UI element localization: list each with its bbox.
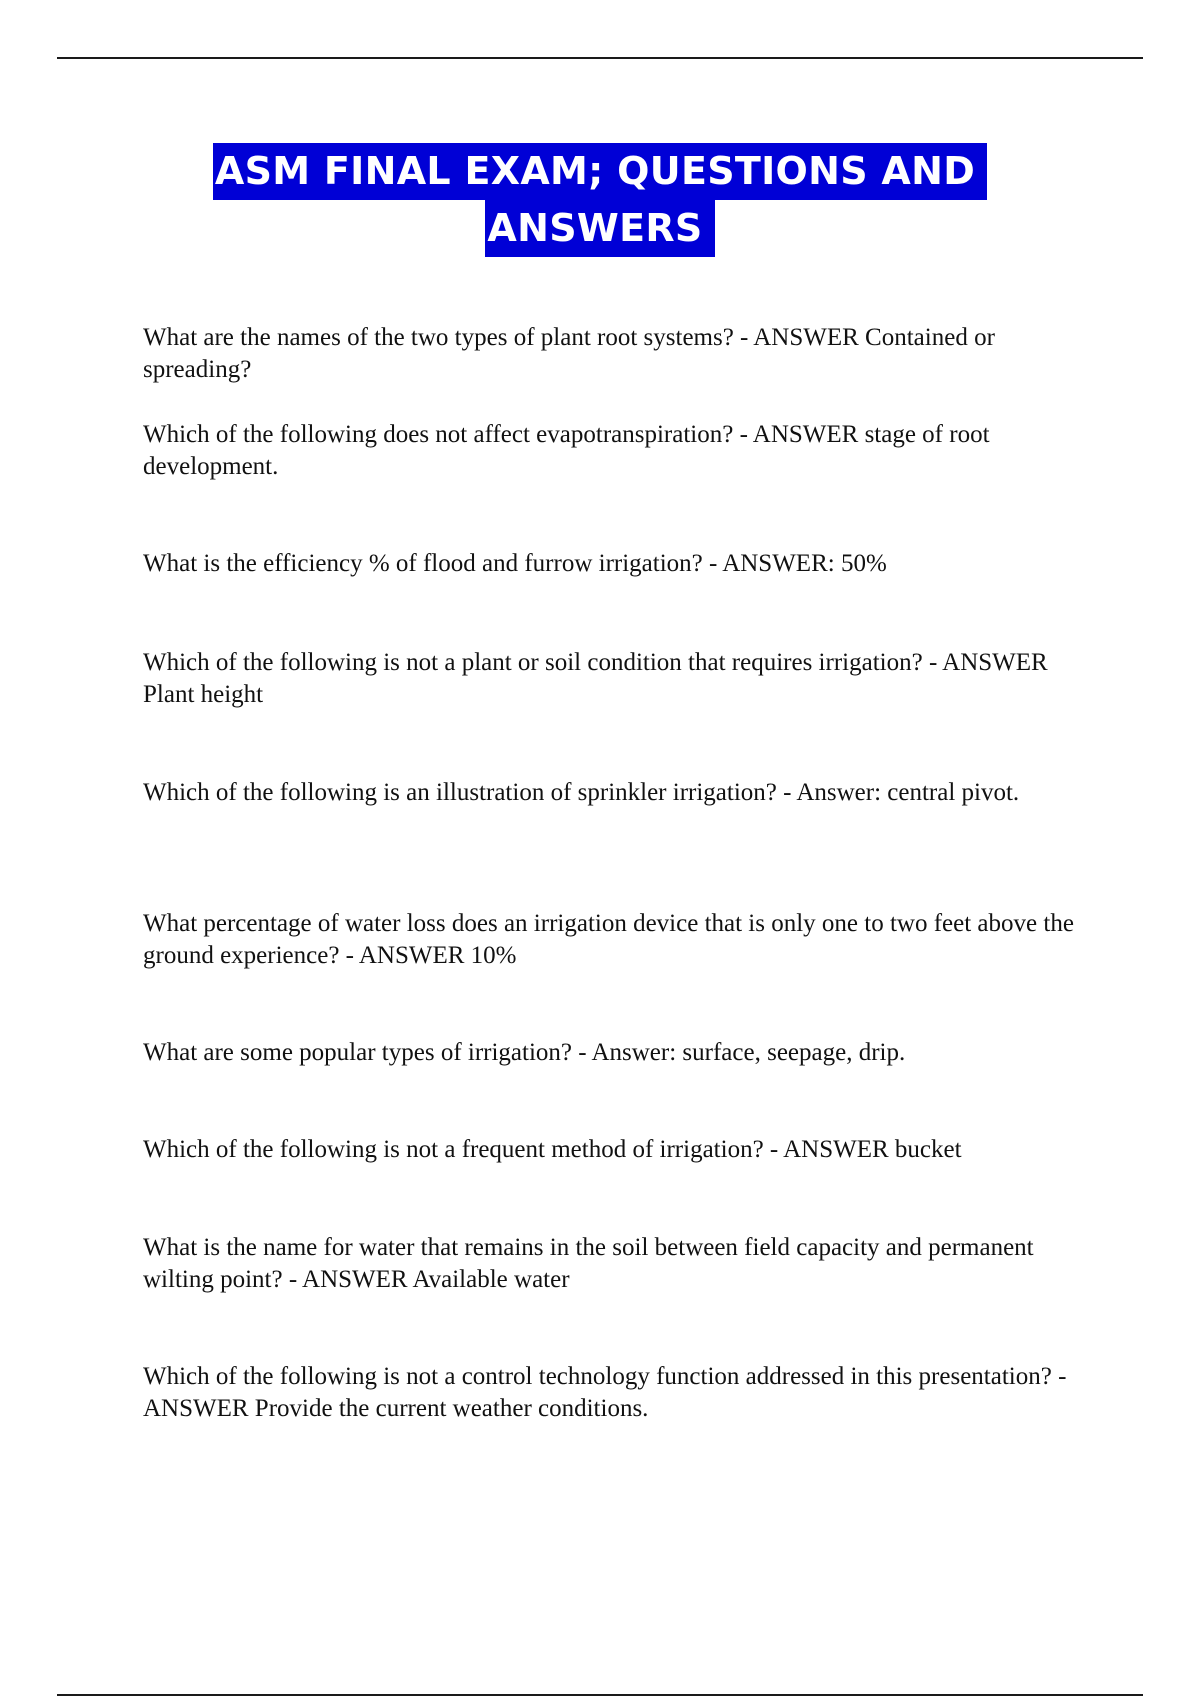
page-title (0, 143, 1200, 257)
qa-item-1: What are the names of the two types of plant root systems? - ANSWER Contained or spreading? (143, 324, 995, 383)
qa-item-3: What is the efficiency % of flood and furrow irrigation? - ANSWER: 50% (143, 550, 887, 577)
qa-item-10: Which of the following is not a control technology function addressed in this presentation? - ANSWER Provide the current weather conditions. (143, 1363, 1067, 1422)
qa-item-6: What percentage of water loss does an irrigation device that is only one to two feet above the ground experience? - ANSWER 10% (143, 910, 1074, 969)
qa-item-9: What is the name for water that remains in the soil between field capacity and permanent wilting point? - ANSWER Available water (143, 1234, 1034, 1293)
title-line-1: ASM FINAL EXAM; QUESTIONS AND (213, 143, 987, 200)
title-line-2: ANSWERS (485, 200, 714, 257)
qa-item-2: Which of the following does not affect evapotranspiration? - ANSWER stage of root development. (143, 421, 990, 480)
qa-item-7: What are some popular types of irrigation? - Answer: surface, seepage, drip. (143, 1039, 906, 1066)
qa-item-8: Which of the following is not a frequent method of irrigation? - ANSWER bucket (143, 1136, 962, 1163)
top-divider (57, 57, 1143, 59)
qa-item-4: Which of the following is not a plant or soil condition that requires irrigation? - ANSWER Plant height (143, 649, 1048, 708)
bottom-divider (57, 1694, 1143, 1696)
qa-item-5: Which of the following is an illustration of sprinkler irrigation? - Answer: central pivot. (143, 779, 1020, 806)
